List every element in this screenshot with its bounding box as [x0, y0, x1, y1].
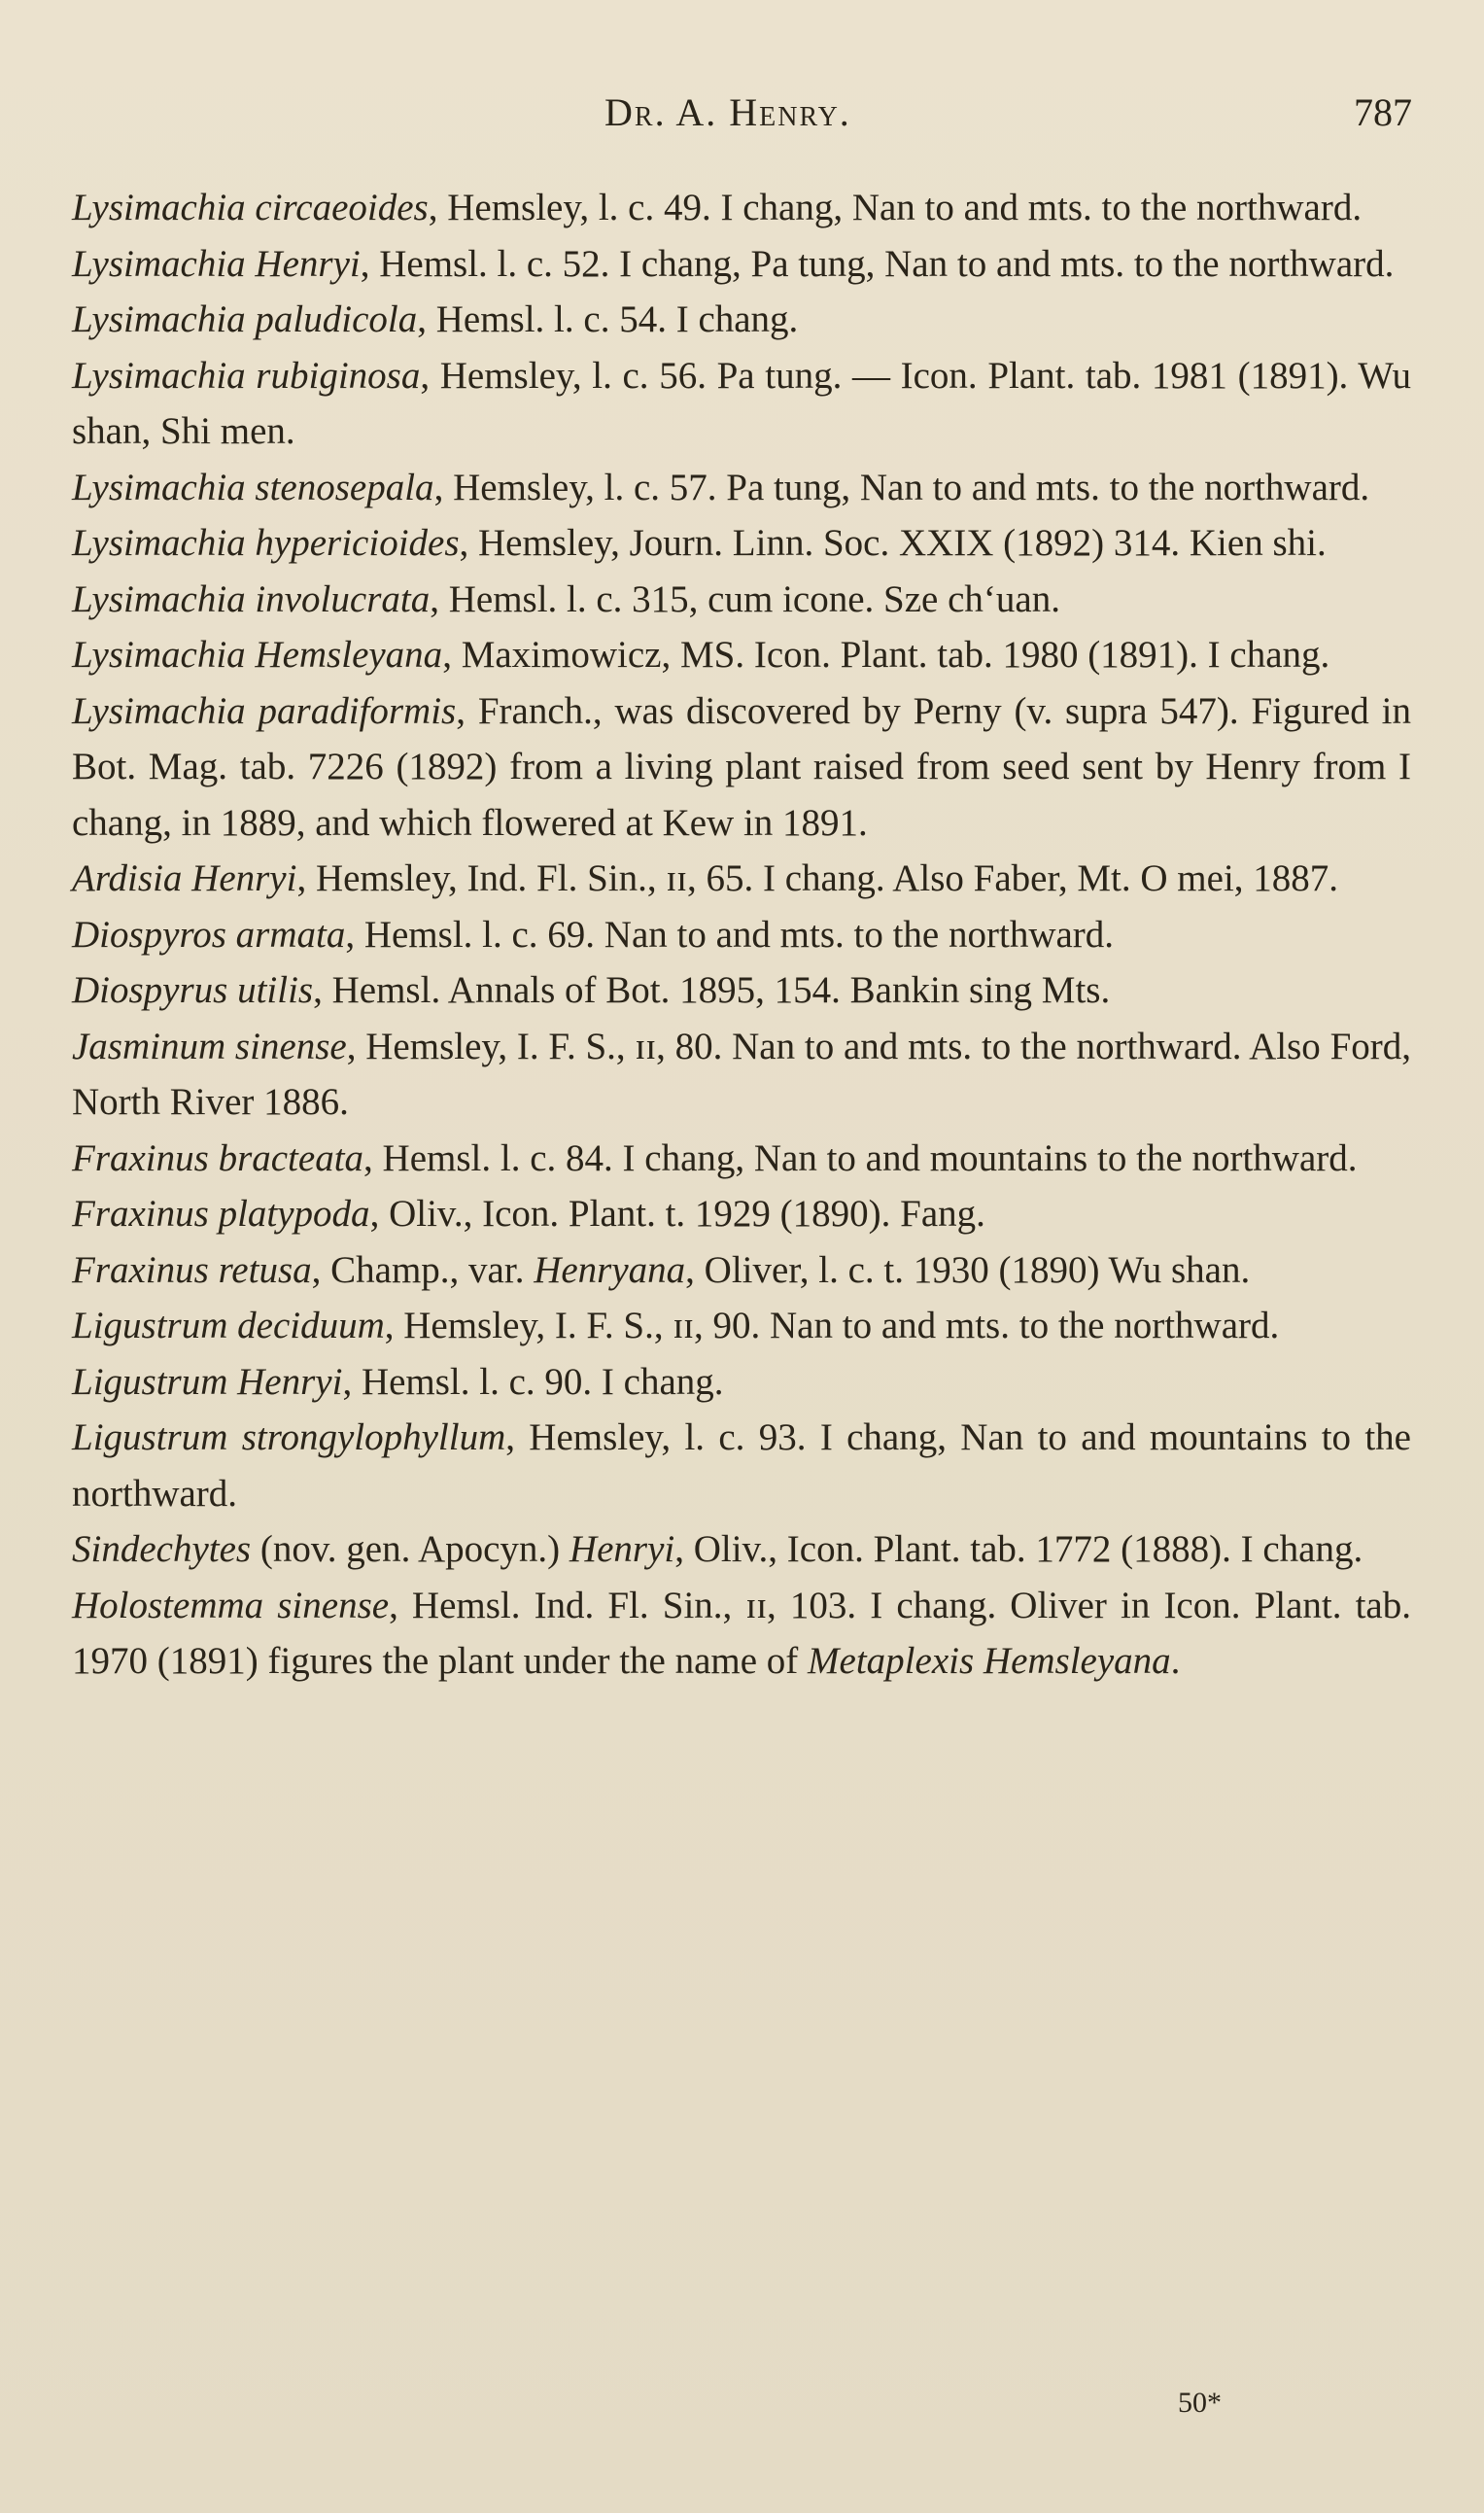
page-body [72, 180, 1411, 1690]
species-name: Diospyros armata [72, 913, 346, 956]
species-name: Lysimachia involucrata [72, 577, 431, 620]
entry-text: , Hemsl. l. c. 52. I chang, Pa tung, Nan to and mts. to the northward. [360, 242, 1395, 285]
species-entry [72, 907, 1411, 963]
species-entry [72, 572, 1411, 628]
entry-text: , Franch., was discovered by Perny (v. supra 547). Figured in Bot. Mag. tab. 7226 (1892) from a living plant raised from seed sent by Henry from I chang, in 1889, and which flowered at Kew in 1891. [72, 689, 1411, 844]
species-entry [72, 180, 1411, 236]
entry-text: , Hemsl. l. c. 54. I chang. [417, 298, 799, 340]
species-name: Holostemma sinense [72, 1584, 390, 1626]
page-number: 787 [1354, 90, 1412, 134]
page-header [0, 89, 1484, 138]
species-entry [72, 851, 1411, 907]
entry-text: , Hemsley, l. c. 56. Pa tung. — Icon. Plant. tab. 1981 (1891). Wu shan, Shi men. [72, 354, 1412, 452]
entry-text: , Hemsl. l. c. 69. Nan to and mts. to the northward. [345, 913, 1115, 956]
species-name: Ligustrum strongylophyllum [72, 1416, 506, 1458]
entry-text: , Hemsley, Journ. Linn. Soc. XXIX (1892) 314. Kien shi. [459, 522, 1327, 564]
species-entry [72, 1186, 1411, 1242]
entry-text: , Hemsl. l. c. 315, cum icone. Sze chʻuan. [430, 577, 1060, 620]
species-entry [72, 515, 1411, 572]
running-title: Dr. A. Henry. [604, 90, 851, 134]
species-name: Lysimachia paludicola [72, 298, 418, 340]
species-name: Lysimachia Hemsleyana [72, 634, 443, 676]
entry-text: , Oliv., Icon. Plant. t. 1929 (1890). Fang. [369, 1193, 985, 1235]
entry-text: , Champ., var. [311, 1248, 535, 1291]
species-entry [72, 627, 1411, 683]
species-name: Ligustrum Henryi [72, 1360, 343, 1403]
species-entry [72, 1298, 1411, 1354]
entry-text: , Hemsl. Ind. Fl. Sin., ɪɪ, 103. I chang. Oliver in Icon. Plant. tab. 1970 (1891) figures the plant under the name of [72, 1584, 1411, 1682]
entry-text: , Hemsl. l. c. 84. I chang, Nan to and mountains to the northward. [363, 1136, 1358, 1179]
species-entry [72, 962, 1411, 1019]
species-name: Ligustrum deciduum [72, 1305, 385, 1346]
species-entry [72, 683, 1411, 852]
species-name: Lysimachia circaeoides [72, 187, 429, 228]
entry-text: , Hemsley, l. c. 93. I chang, Nan to and mountains to the northward. [72, 1416, 1411, 1515]
species-entry [72, 1242, 1411, 1299]
entry-text: , Oliv., Icon. Plant. tab. 1772 (1888). I chang. [674, 1528, 1363, 1570]
species-entry [72, 1521, 1411, 1578]
species-name: Lysimachia paradiformis [72, 689, 457, 732]
species-entry [72, 1354, 1411, 1411]
signature-mark: 50* [1178, 2387, 1222, 2419]
species-name: Lysimachia Henryi [72, 242, 361, 285]
species-name: Henryi [569, 1528, 675, 1570]
entry-text: , Hemsley, Ind. Fl. Sin., ɪɪ, 65. I chang. Also Faber, Mt. O mei, 1887. [296, 857, 1339, 899]
species-name: Ardisia Henryi [72, 857, 297, 899]
species-entry [72, 1131, 1411, 1187]
species-name: Metaplexis Hemsleyana [808, 1640, 1171, 1682]
entry-text: , Oliver, l. c. t. 1930 (1890) Wu shan. [685, 1248, 1251, 1291]
entry-text: , Hemsl. l. c. 90. I chang. [342, 1360, 724, 1403]
species-entry [72, 1410, 1411, 1521]
entry-text: . [1170, 1640, 1181, 1682]
species-entry [72, 236, 1411, 293]
species-name: Lysimachia hypericioides [72, 522, 460, 564]
species-name: Henryana [534, 1248, 686, 1291]
species-name: Sindechytes [72, 1528, 252, 1570]
entry-text: , Hemsl. Annals of Bot. 1895, 154. Bankin sing Mts. [313, 969, 1111, 1011]
species-entry [72, 1578, 1411, 1690]
species-entry [72, 1019, 1411, 1131]
species-name: Diospyrus utilis [72, 969, 314, 1011]
entry-text: , Maximowicz, MS. Icon. Plant. tab. 1980 (1891). I chang. [442, 634, 1330, 676]
species-name: Fraxinus bracteata [72, 1136, 364, 1179]
species-name: Lysimachia stenosepala [72, 466, 434, 508]
species-name: Jasminum sinense [72, 1025, 347, 1067]
species-entry [72, 348, 1411, 460]
species-name: Fraxinus retusa [72, 1248, 312, 1291]
species-entry [72, 292, 1411, 348]
species-name: Lysimachia rubiginosa [72, 354, 421, 397]
species-name: Fraxinus platypoda [72, 1193, 370, 1235]
entry-text: , Hemsley, l. c. 57. Pa tung, Nan to and mts. to the northward. [433, 466, 1370, 508]
entry-text: , Hemsley, I. F. S., ɪɪ, 90. Nan to and mts. to the northward. [384, 1305, 1280, 1346]
entry-text: , Hemsley, I. F. S., ɪɪ, 80. Nan to and mts. to the northward. Also Ford, North River 1886. [72, 1025, 1411, 1123]
entry-text: , Hemsley, l. c. 49. I chang, Nan to and mts. to the northward. [428, 187, 1363, 228]
entry-text: (nov. gen. Apocyn.) [251, 1528, 569, 1570]
species-entry [72, 460, 1411, 516]
